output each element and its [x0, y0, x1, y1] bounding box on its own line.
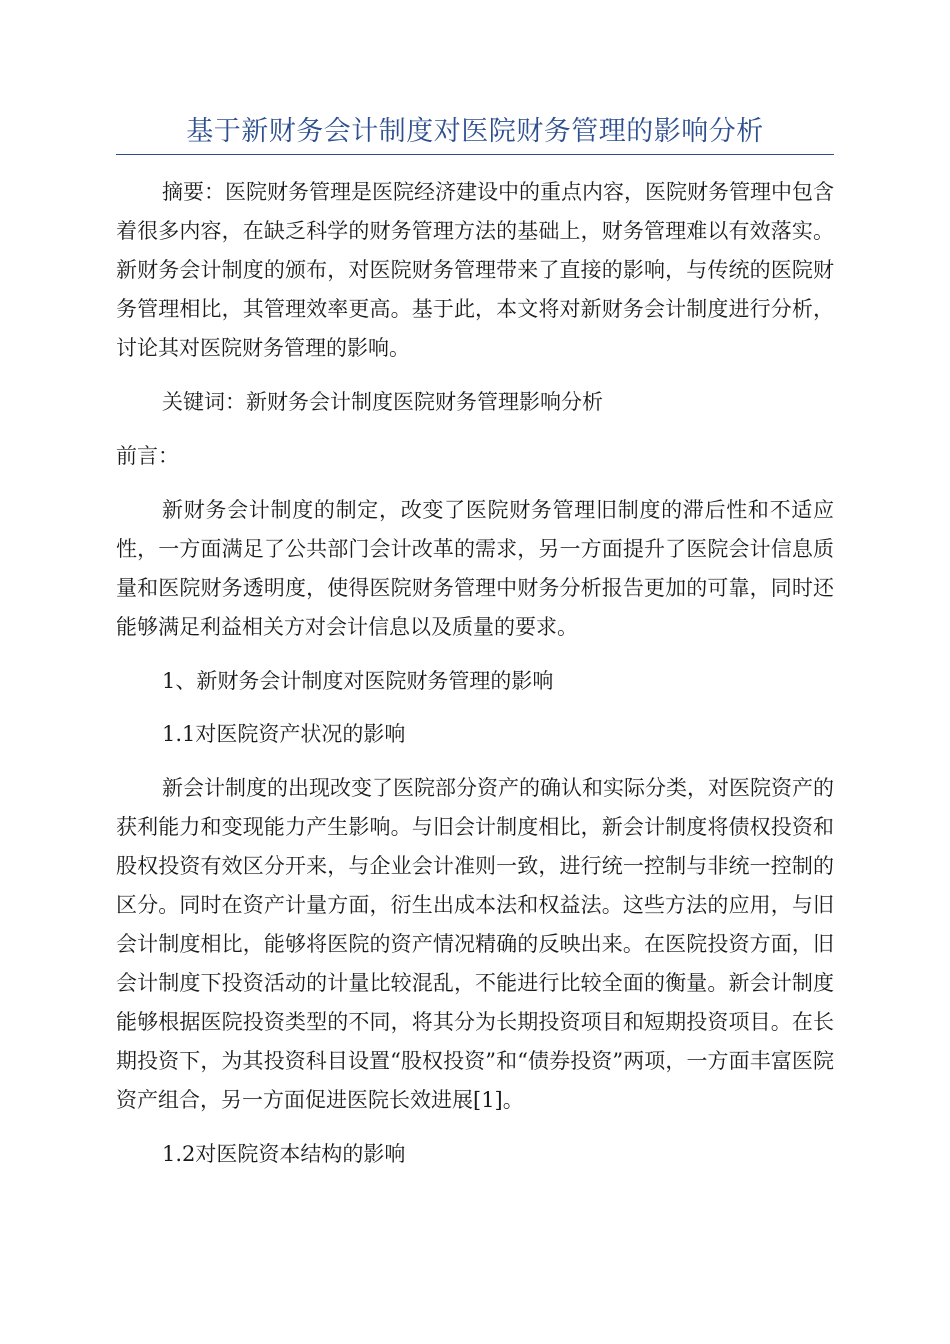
keywords-paragraph: 关键词：新财务会计制度医院财务管理影响分析 [162, 390, 603, 414]
section-1-2-heading: 1.2对医院资本结构的影响 [162, 1142, 406, 1166]
preface-label: 前言： [116, 444, 179, 468]
section-1-heading: 1、新财务会计制度对医院财务管理的影响 [162, 669, 554, 693]
section-1-1-heading: 1.1对医院资产状况的影响 [162, 722, 406, 746]
document-page [116, 112, 834, 1174]
abstract-paragraph: 摘要：医院财务管理是医院经济建设中的重点内容，医院财务管理中包含着很多内容，在缺乏科学的财务管理方法的基础上，财务管理难以有效落实。新财务会计制度的颁布，对医院财务管理带来了直接的影响，与传统的医院财务管理相比，其管理效率更高。基于此，本文将对新财务会计制度进行分析，讨论其对医院财务管理的影响。 [116, 180, 834, 360]
section-1-1-paragraph: 新会计制度的出现改变了医院部分资产的确认和实际分类，对医院资产的获利能力和变现能力产生影响。与旧会计制度相比，新会计制度将债权投资和股权投资有效区分开来，与企业会计准则一致，进行统一控制与非统一控制的区分。同时在资产计量方面，衍生出成本法和权益法。这些方法的应用，与旧会计制度相比，能够将医院的资产情况精确的反映出来。在医院投资方面，旧会计制度下投资活动的计量比较混乱，不能进行比较全面的衡量。新会计制度能够根据医院投资类型的不同，将其分为长期投资项目和短期投资项目。在长期投资下，为其投资科目设置“股权投资”和“债券投资”两项，一方面丰富医院资产组合，另一方面促进医院长效进展[1]。 [116, 776, 834, 1112]
document-title: 基于新财务会计制度对医院财务管理的影响分析 [116, 112, 834, 155]
preface-paragraph: 新财务会计制度的制定，改变了医院财务管理旧制度的滞后性和不适应性，一方面满足了公共部门会计改革的需求，另一方面提升了医院会计信息质量和医院财务透明度，使得医院财务管理中财务分析报告更加的可靠，同时还能够满足利益相关方对会计信息以及质量的要求。 [116, 498, 834, 639]
